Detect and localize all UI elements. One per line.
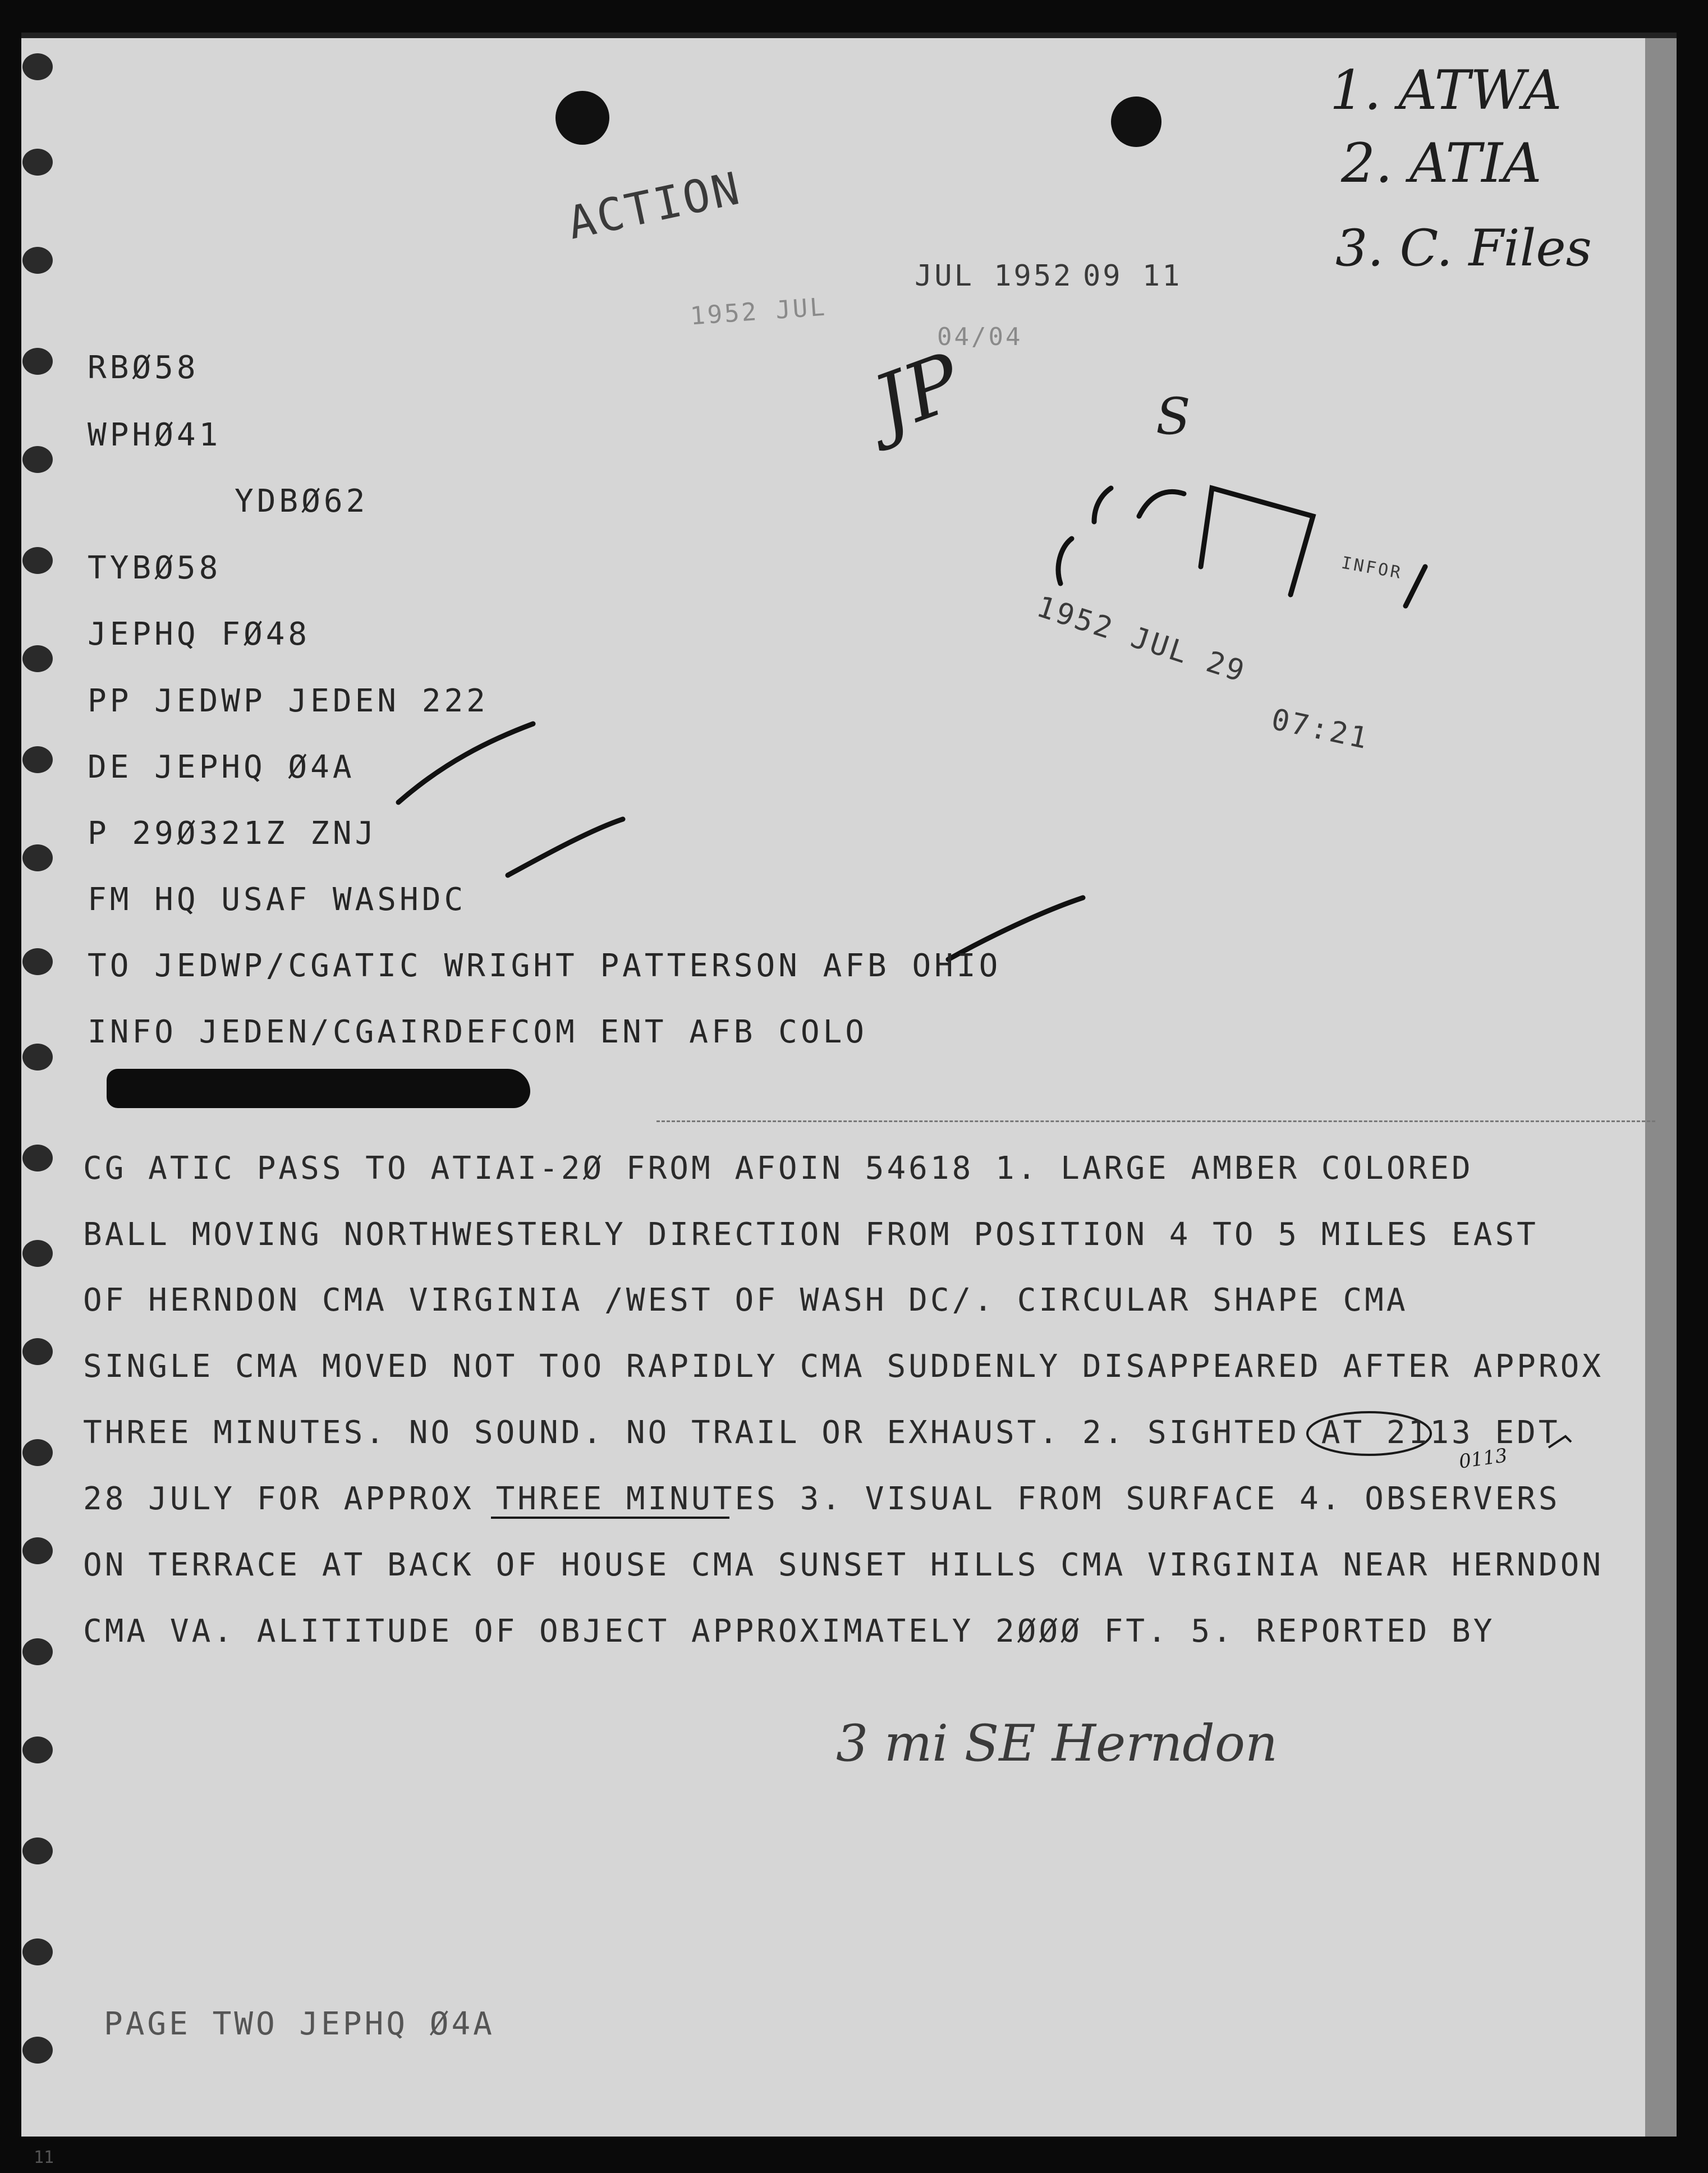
frame-mark: 11	[34, 2148, 54, 2167]
pen-stroke	[1094, 488, 1111, 522]
pen-stroke	[1139, 491, 1184, 516]
handwritten-routing-2: 2. ATIA	[1341, 132, 1542, 195]
to-line: TO JEDWP/CGATIC WRIGHT PATTERSON AFB OHIO	[88, 948, 1002, 984]
received-date-stamp: JUL 1952	[915, 259, 1073, 293]
message-line: BALL MOVING NORTHWESTERLY DIRECTION FROM POSITION 4 TO 5 MILES EAST	[83, 1216, 1539, 1253]
message-line: THREE MINUTES. NO SOUND. NO TRAIL OR EXHAUST. 2. SIGHTED AT 2113 EDT	[83, 1414, 1560, 1451]
afoin-date-stamp: 1952 JUL 29	[1032, 590, 1251, 690]
pen-stroke	[1201, 488, 1313, 595]
info-line: INFO JEDEN/CGAIRDEFCOM ENT AFB COLO	[88, 1014, 868, 1050]
message-line: CG ATIC PASS TO ATIAI-2Ø FROM AFOIN 54618 1. LARGE AMBER COLORED	[83, 1150, 1473, 1187]
handwritten-routing-1: 1. ATWA	[1330, 59, 1562, 122]
handwritten-time-note: 0113	[1457, 1444, 1509, 1473]
pen-stroke	[1406, 567, 1425, 606]
routing-line-1: RBØ58	[88, 350, 199, 386]
message-line: SINGLE CMA MOVED NOT TOO RAPIDLY CMA SUDDENLY DISAPPEARED AFTER APPROX	[83, 1348, 1604, 1385]
pen-stroke	[508, 819, 623, 875]
routing-line-5: JEPHQ FØ48	[88, 616, 311, 653]
routing-line-4: TYBØ58	[88, 550, 222, 586]
routing-line-6: PP JEDWP JEDEN 222	[88, 683, 489, 719]
routing-line-2: WPHØ41	[88, 417, 222, 453]
message-line: OF HERNDON CMA VIRGINIA /WEST OF WASH DC/. CIRCULAR SHAPE CMA	[83, 1282, 1408, 1318]
message-line: 28 JULY FOR APPROX THREE MINUTES 3. VISUAL FROM SURFACE 4. OBSERVERS	[83, 1481, 1560, 1517]
action-stamp: ACTION	[563, 162, 746, 250]
redaction-bar	[107, 1069, 530, 1108]
routing-line-7: DE JEPHQ Ø4A	[88, 749, 355, 785]
from-line: FM HQ USAF WASHDC	[88, 881, 467, 918]
pen-stroke	[1058, 539, 1072, 584]
handwritten-initials: JP	[862, 336, 973, 451]
handwritten-s-mark: S	[1156, 387, 1191, 446]
separator-line	[656, 1120, 1655, 1122]
infor-stamp: INFOR	[1339, 553, 1404, 584]
routing-line-8: P 29Ø321Z ZNJ	[88, 815, 378, 852]
secondary-time-stamp: 04/04	[937, 323, 1023, 351]
handwritten-location-note: 3 mi SE Herndon	[836, 1714, 1278, 1773]
received-time-stamp: 09 11	[1083, 259, 1182, 293]
afoin-time-stamp: 07:21	[1268, 702, 1372, 756]
message-line: CMA VA. ALITITUDE OF OBJECT APPROXIMATELY 2ØØØ FT. 5. REPORTED BY	[83, 1613, 1495, 1650]
secondary-date-stamp: 1952 JUL	[689, 292, 828, 331]
routing-line-3: YDBØ62	[235, 483, 369, 520]
handwritten-routing-3: 3. C. Files	[1335, 219, 1592, 278]
pen-stroke	[398, 724, 533, 802]
page-footer: PAGE TWO JEPHQ Ø4A	[104, 2006, 495, 2042]
message-line: ON TERRACE AT BACK OF HOUSE CMA SUNSET HILLS CMA VIRGINIA NEAR HERNDON	[83, 1547, 1604, 1583]
